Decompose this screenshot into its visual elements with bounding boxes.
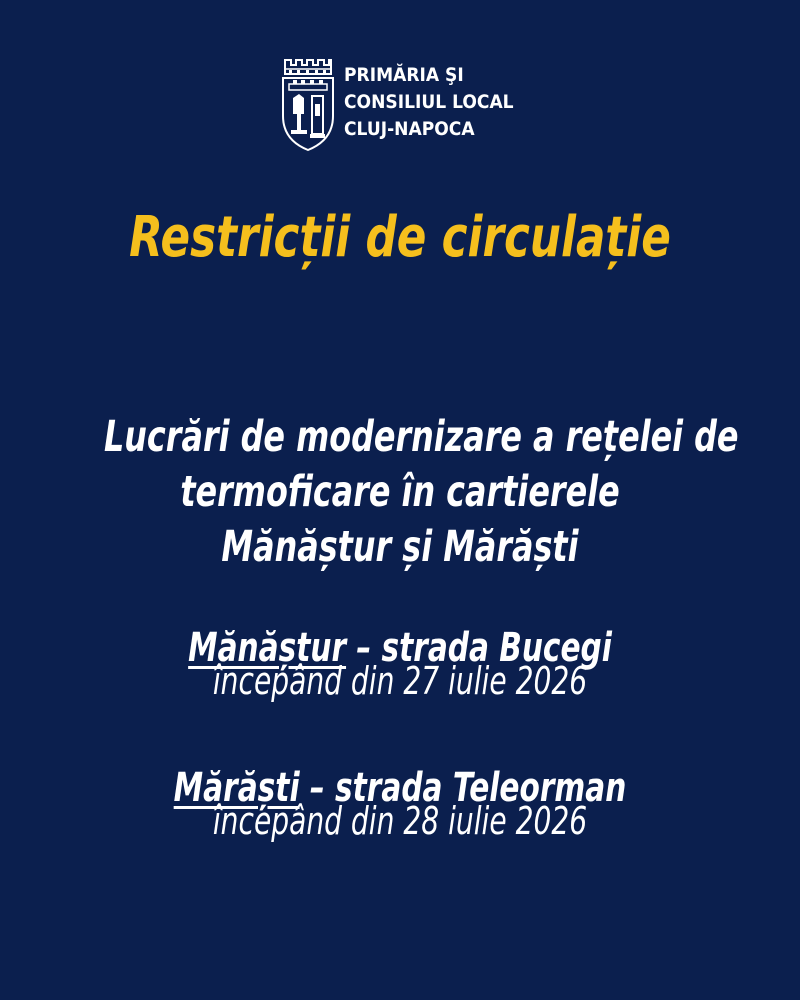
subtitle-line: Lucrări de modernizare a rețelei de	[104, 412, 739, 462]
organization-name	[344, 62, 529, 143]
organization-name-line: PRIMĂRIA ŞI	[344, 64, 464, 86]
restriction-date: începând din 27 iulie 2026	[212, 659, 588, 703]
cluj-napoca-coat-of-arms-icon	[279, 54, 337, 152]
separator: –	[346, 625, 382, 671]
organization-name-line: CLUJ-NAPOCA	[344, 118, 475, 140]
headline: Restricții de circulație	[129, 205, 671, 270]
restriction-date: începând din 28 iulie 2026	[212, 799, 588, 843]
street-name: strada Bucegi	[381, 625, 612, 671]
subtitle-line: Mănăștur și Mărăști	[221, 522, 579, 572]
district-name: Mănăștur	[188, 625, 347, 671]
separator: –	[299, 765, 336, 811]
restriction-entry	[0, 765, 800, 841]
street-name: strada Teleorman	[335, 765, 627, 811]
city-hall-logo	[279, 54, 529, 154]
subtitle	[0, 410, 800, 575]
district-name: Mărăști	[173, 765, 300, 811]
restriction-entry	[0, 625, 800, 701]
subtitle-line: termoficare în cartierele	[180, 467, 620, 517]
organization-name-line: CONSILIUL LOCAL	[344, 91, 514, 113]
